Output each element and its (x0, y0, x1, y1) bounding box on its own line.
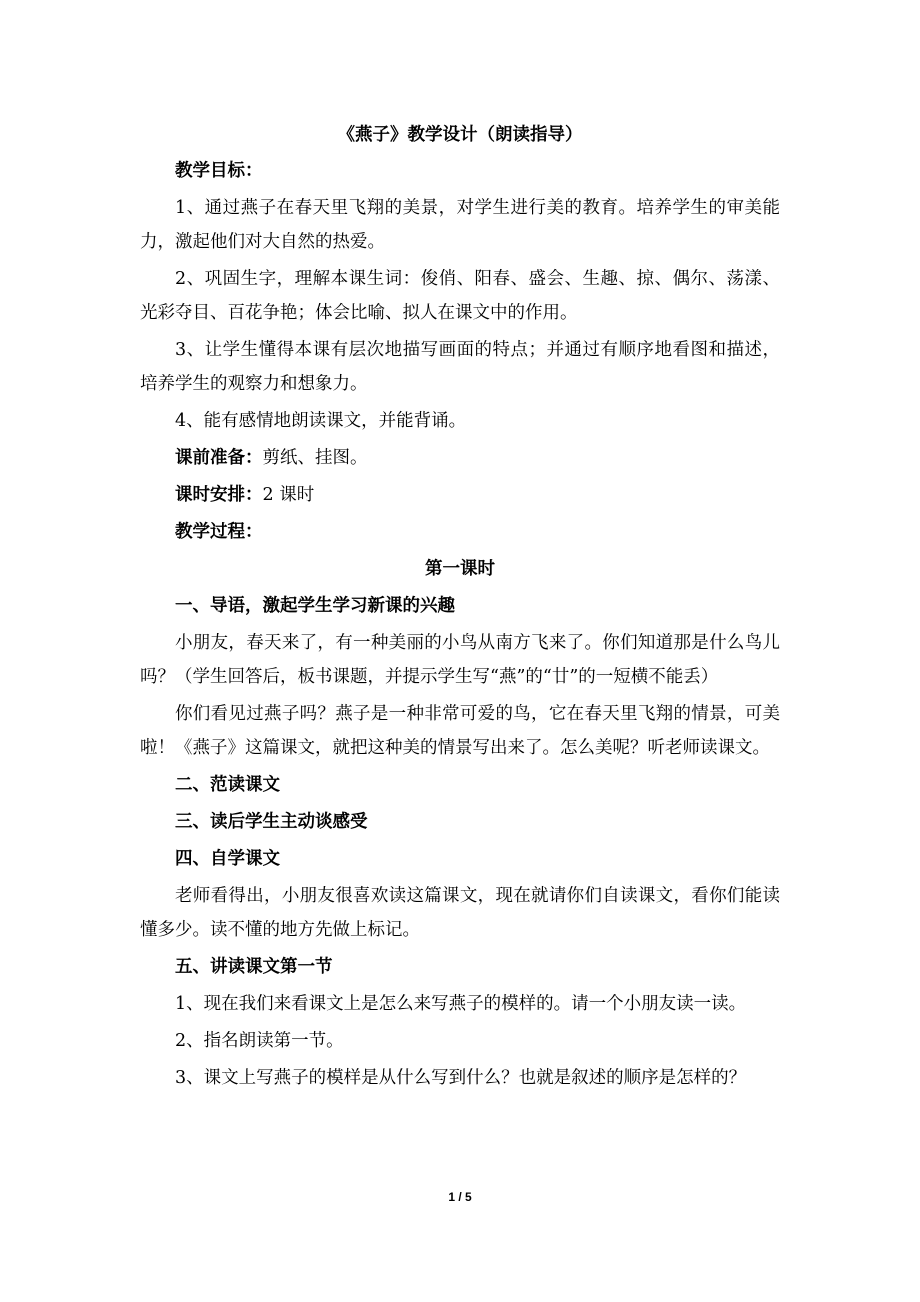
section5-item: 3、课文上写燕子的模样是从什么写到什么？也就是叙述的顺序是怎样的？ (175, 1068, 747, 1088)
section1-paragraph: 你们看见过燕子吗？燕子是一种非常可爱的鸟，它在春天里飞翔的情景，可美啦！《燕子》这篇课文，就把这种美的情景写出来了。怎么美呢？听老师读课文。 (140, 704, 780, 758)
document-content (140, 118, 780, 1098)
document-title: 《燕子》教学设计（朗读指导） (337, 125, 583, 145)
lesson-heading: 第一课时 (425, 559, 495, 579)
schedule-line (140, 478, 780, 512)
section5-item: 1、现在我们来看课文上是怎么来写燕子的模样的。请一个小朋友读一读。 (175, 994, 747, 1014)
schedule-value: 2 课时 (262, 485, 315, 505)
objectives-heading: 教学目标： (175, 161, 263, 181)
section2-heading: 二、范读课文 (175, 775, 280, 795)
section5-heading: 五、讲读课文第一节 (175, 957, 333, 977)
section4-paragraph: 老师看得出，小朋友很喜欢读这篇课文，现在就请你们自读课文，看你们能读懂多少。读不懂的地方先做上标记。 (140, 886, 780, 940)
section4-heading: 四、自学课文 (175, 849, 280, 869)
section1-paragraph: 小朋友，春天来了，有一种美丽的小鸟从南方飞来了。你们知道那是什么鸟儿吗？（学生回答后，板书课题，并提示学生写“燕”的“廿”的一短横不能丢） (140, 633, 780, 687)
objective-item: 1、通过燕子在春天里飞翔的美景，对学生进行美的教育。培养学生的审美能力，激起他们对大自然的热爱。 (140, 198, 780, 252)
preparation-line (140, 441, 780, 475)
schedule-label: 课时安排： (175, 485, 263, 505)
process-heading: 教学过程： (175, 522, 263, 542)
objective-item: 3、让学生懂得本课有层次地描写画面的特点；并通过有顺序地看图和描述，培养学生的观察力和想象力。 (140, 340, 780, 394)
preparation-value: 剪纸、挂图。 (262, 448, 368, 468)
section1-heading: 一、导语，激起学生学习新课的兴趣 (175, 596, 455, 616)
preparation-label: 课前准备： (175, 448, 263, 468)
section5-item: 2、指名朗读第一节。 (175, 1031, 344, 1051)
section3-heading: 三、读后学生主动谈感受 (175, 812, 368, 832)
objective-item: 4、能有感情地朗读课文，并能背诵。 (175, 411, 467, 431)
objective-item: 2、巩固生字，理解本课生词：俊俏、阳春、盛会、生趣、掠、偶尔、荡漾、光彩夺目、百花争艳；体会比喻、拟人在课文中的作用。 (140, 269, 780, 323)
page-indicator: 1 / 5 (448, 1190, 472, 1204)
